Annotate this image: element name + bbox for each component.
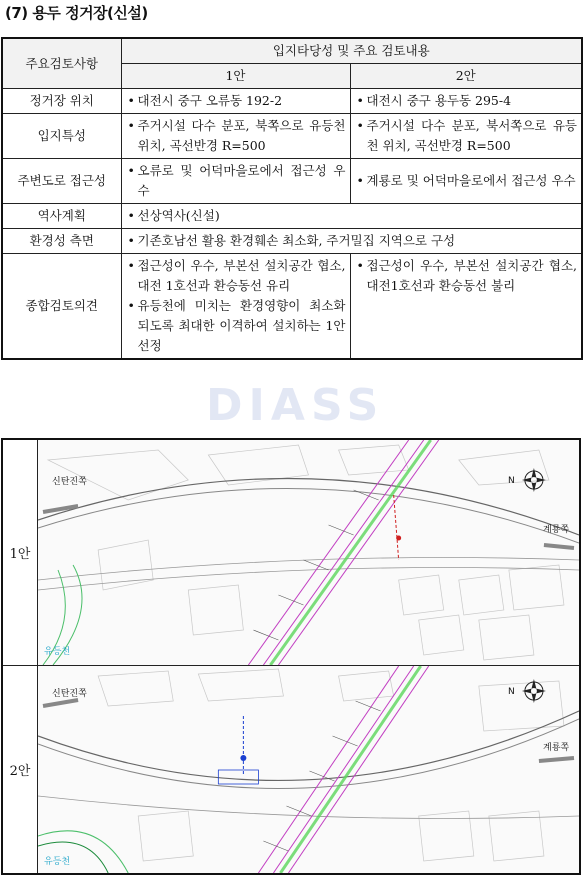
bullet-item: • 접근성이 우수, 부본선 설치공간 협소, 대전 1호선과 환승동선 유리 [138, 256, 346, 296]
review-table [1, 37, 583, 360]
row-label: 주변도로 접근성 [2, 159, 121, 204]
stream-label: 유등천 [44, 647, 71, 657]
stream-label: 유등천 [44, 857, 71, 867]
bullet-item: • 유등천에 미치는 환경영향이 최소화 되도록 최대한 이격하여 설치하는 1안 선정 [138, 296, 346, 356]
bullet-item: • 계룡로 및 어덕마을로에서 접근성 우수 [367, 171, 578, 191]
row-label: 정거장 위치 [2, 89, 121, 114]
map-row-option2 [3, 666, 579, 873]
table-row [2, 229, 582, 254]
header-option1: 1안 [121, 64, 350, 89]
header-option2: 2안 [350, 64, 582, 89]
direction-label-right: 계룡쪽 [543, 743, 570, 753]
bullet-item: • 대전시 중구 용두동 295-4 [367, 91, 578, 111]
row-label: 입지특성 [2, 114, 121, 159]
bullet-item: • 선상역사(신설) [138, 206, 578, 226]
table-header-row [2, 38, 582, 64]
cell-opt1 [121, 89, 350, 114]
cell-opt1 [121, 159, 350, 204]
header-review-item: 주요검토사항 [2, 38, 121, 89]
direction-label-left: 신탄진쪽 [52, 477, 87, 487]
map-row-label: 1안 [3, 440, 38, 665]
bullet-item: • 기존호남선 활용 환경훼손 최소화, 주거밀집 지역으로 구성 [138, 231, 578, 251]
bullet-item: • 접근성이 우수, 부본선 설치공간 협소, 대전1호선과 환승동선 불리 [367, 256, 578, 296]
row-label: 환경성 측면 [2, 229, 121, 254]
row-label: 종합검토의견 [2, 254, 121, 360]
cell-opt2 [350, 114, 582, 159]
table-row [2, 89, 582, 114]
row-label: 역사계획 [2, 204, 121, 229]
table-row [2, 254, 582, 360]
direction-label-left: 신탄진쪽 [52, 689, 87, 699]
table-row [2, 159, 582, 204]
bullet-item: • 주거시설 다수 분포, 북서쪽으로 유등천 위치, 곡선반경 R=500 [367, 116, 578, 156]
cell-opt2 [350, 89, 582, 114]
table-row [2, 114, 582, 159]
bullet-item: • 주거시설 다수 분포, 북쪽으로 유등천 위치, 곡선반경 R=500 [138, 116, 346, 156]
cell-merged [121, 204, 582, 229]
site-plan-map-1 [38, 440, 579, 665]
site-plan-map-2 [38, 666, 579, 873]
direction-label-right: 계룡쪽 [543, 525, 570, 535]
watermark: DIASS [206, 380, 385, 431]
cell-opt2 [350, 254, 582, 360]
north-label: N [508, 687, 515, 697]
site-map-comparison [1, 438, 581, 875]
header-group: 입지타당성 및 주요 검토내용 [121, 38, 582, 64]
map-row-option1 [3, 440, 579, 666]
north-label: N [508, 476, 515, 486]
cell-merged [121, 229, 582, 254]
table-row [2, 204, 582, 229]
bullet-item: • 대전시 중구 오류동 192-2 [138, 91, 346, 111]
map-row-label: 2안 [3, 666, 38, 873]
cell-opt2 [350, 159, 582, 204]
cell-opt1 [121, 114, 350, 159]
cell-opt1 [121, 254, 350, 360]
bullet-item: • 오류로 및 어덕마을로에서 접근성 우수 [138, 161, 346, 201]
page-title: (7) 용두 정거장(신설) [5, 4, 148, 22]
